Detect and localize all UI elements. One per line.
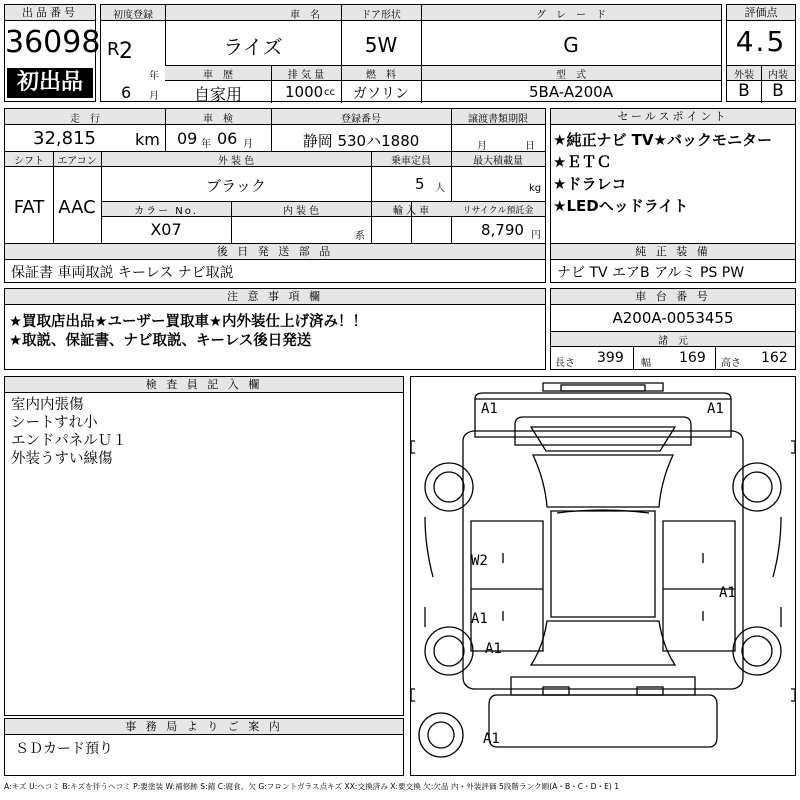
inspection-year-unit: 年	[201, 139, 211, 150]
displacement: 1000	[285, 83, 324, 101]
sales-point: ★純正ナビ TV★バックモニター	[553, 131, 772, 149]
plate-number: 静岡 530ハ1880	[302, 132, 420, 150]
inspection-year: 09	[177, 129, 198, 148]
inspector-box	[4, 376, 404, 716]
color-no-label: カラー No.	[134, 206, 198, 217]
later-parts-box	[4, 243, 546, 283]
damage-mark: A1	[707, 401, 724, 417]
inspector-notes: 室内内張傷 シートすれ小 エンドパネルＵ１ 外装うすい線傷	[11, 397, 127, 467]
mileage-label: 走 行	[70, 114, 100, 125]
office-text: ＳＤカード預り	[15, 741, 113, 757]
notes-line: ★取説、保証書、ナビ取説、キーレス後日発送	[9, 333, 312, 349]
equipment-label: 純 正 装 備	[551, 244, 795, 260]
interior-color-unit: 系	[355, 231, 365, 242]
history: 自家用	[193, 85, 242, 104]
width: 169	[679, 350, 706, 366]
lot-no: 36098	[5, 25, 101, 60]
grade: G	[563, 33, 579, 57]
lot-no-label: 出品番号	[5, 5, 95, 21]
color-no: X07	[150, 220, 182, 239]
reg-month: 6	[121, 83, 132, 102]
equipment-text: ナビ TV エアB アルミ PS PW	[557, 265, 745, 281]
chassis-label: 車 台 番 号	[551, 289, 795, 305]
model-label: 型 式	[556, 70, 586, 81]
office-label: 事 務 局 よ り ご 案 内	[5, 719, 403, 735]
grade-label: グ レ ー ド	[536, 10, 606, 21]
height-label: 高さ	[721, 358, 741, 369]
dims-label: 諸 元	[658, 336, 688, 347]
notes-line: ★買取店出品★ユーザー買取車★内外装仕上げ済み！！	[9, 314, 367, 330]
exterior-score: B	[738, 81, 750, 101]
inspection-month-unit: 月	[243, 139, 253, 150]
chassis-box	[550, 288, 796, 370]
sales-points-label: セールスポイント	[551, 109, 795, 125]
lot-box	[4, 4, 101, 102]
sales-point: ★LEDヘッドライト	[553, 197, 689, 215]
fuel: ガソリン	[353, 86, 409, 102]
equipment-box	[550, 243, 796, 283]
vehicle-info-box	[100, 4, 722, 102]
shift-label: シフト	[14, 156, 44, 167]
ac-label: エアコン	[57, 156, 97, 167]
door-label: ドア形状	[361, 10, 401, 21]
damage-mark: A1	[481, 401, 498, 417]
height: 162	[761, 350, 788, 366]
damage-legend: A:キズ U:ヘコミ B:キズを伴うヘコミ P:要塗装 W:補修跡 S:錆 C:腐食、欠 G:フロントガラス点キズ XX:交換済み X:要交換 欠:欠品 内・外装評価 5段階ランク順(A・B・C・D・E) 1	[4, 782, 620, 791]
inspector-label: 検 査 員 記 入 欄	[5, 377, 403, 393]
damage-mark: W2	[471, 553, 488, 569]
plate-label: 登録番号	[341, 114, 381, 125]
reg-year: 2	[119, 39, 133, 64]
load-unit: kg	[529, 183, 542, 194]
month-unit: 月	[149, 91, 159, 102]
damage-diagram-box	[410, 376, 796, 776]
score-box	[726, 4, 796, 102]
recycle-unit: 円	[531, 230, 541, 241]
exterior-label: 外装	[734, 70, 754, 81]
sales-point: ★ＥＴＣ	[553, 153, 612, 171]
ac: AAC	[58, 197, 96, 218]
door-type: 5W	[364, 33, 398, 57]
reg-label: 初度登録	[113, 10, 153, 21]
later-parts-text: 保証書 車両取説 キーレス ナビ取説	[11, 265, 234, 281]
first-listing-badge: 初出品	[7, 68, 93, 98]
later-parts-label: 後 日 発 送 部 品	[5, 244, 545, 260]
notes-box	[4, 288, 546, 370]
capacity: 5	[415, 175, 425, 193]
mileage-unit: km	[135, 130, 160, 149]
length-label: 長さ	[555, 358, 575, 369]
damage-mark: A1	[483, 731, 500, 747]
capacity-unit: 人	[435, 183, 445, 194]
damage-mark: A1	[471, 611, 488, 627]
transfer-day-unit: 日	[525, 141, 535, 152]
office-box	[4, 718, 404, 776]
load-label: 最大積載量	[473, 156, 523, 167]
recycle-fee: 8,790	[481, 221, 524, 239]
inspection-label: 車 検	[203, 114, 233, 125]
chassis-number: A200A-0053455	[612, 309, 734, 327]
transfer-month-unit: 月	[477, 141, 487, 152]
length: 399	[597, 350, 624, 366]
width-label: 幅	[641, 358, 651, 369]
damage-mark: A1	[719, 585, 736, 601]
model: 5BA-A200A	[528, 83, 613, 101]
transfer-label: 譲渡書類期限	[468, 114, 528, 125]
damage-mark: A1	[485, 641, 502, 657]
interior-score: B	[772, 81, 784, 101]
fuel-label: 燃 料	[366, 70, 396, 81]
shift: FAT	[13, 197, 45, 218]
interior-label: 内装	[768, 70, 788, 81]
reg-era: R	[107, 39, 120, 60]
history-label: 車 歴	[203, 70, 233, 81]
recycle-label: リサイクル預託金	[462, 206, 534, 216]
notes-label: 注 意 事 項 欄	[5, 289, 545, 305]
score-value: 4.5	[735, 25, 787, 58]
exterior-color: ブラック	[206, 177, 266, 195]
details-box	[4, 108, 546, 244]
inspection-month: 06	[217, 129, 238, 148]
color-label: 外 装 色	[217, 156, 255, 167]
import-label: 輸 入 車	[392, 206, 430, 217]
mileage: 32,815	[33, 128, 96, 149]
displacement-label: 排 気 量	[287, 70, 325, 81]
score-label: 評価点	[727, 5, 795, 21]
car-diagram	[411, 377, 795, 775]
car-name: ライズ	[223, 35, 283, 59]
sales-points-box	[550, 108, 796, 244]
displacement-unit: cc	[324, 87, 335, 98]
name-label: 車 名	[290, 10, 320, 21]
year-unit: 年	[149, 71, 159, 82]
capacity-label: 乗車定員	[391, 156, 431, 167]
sales-point: ★ドラレコ	[553, 175, 627, 193]
interior-color-label: 内 装 色	[282, 206, 320, 217]
